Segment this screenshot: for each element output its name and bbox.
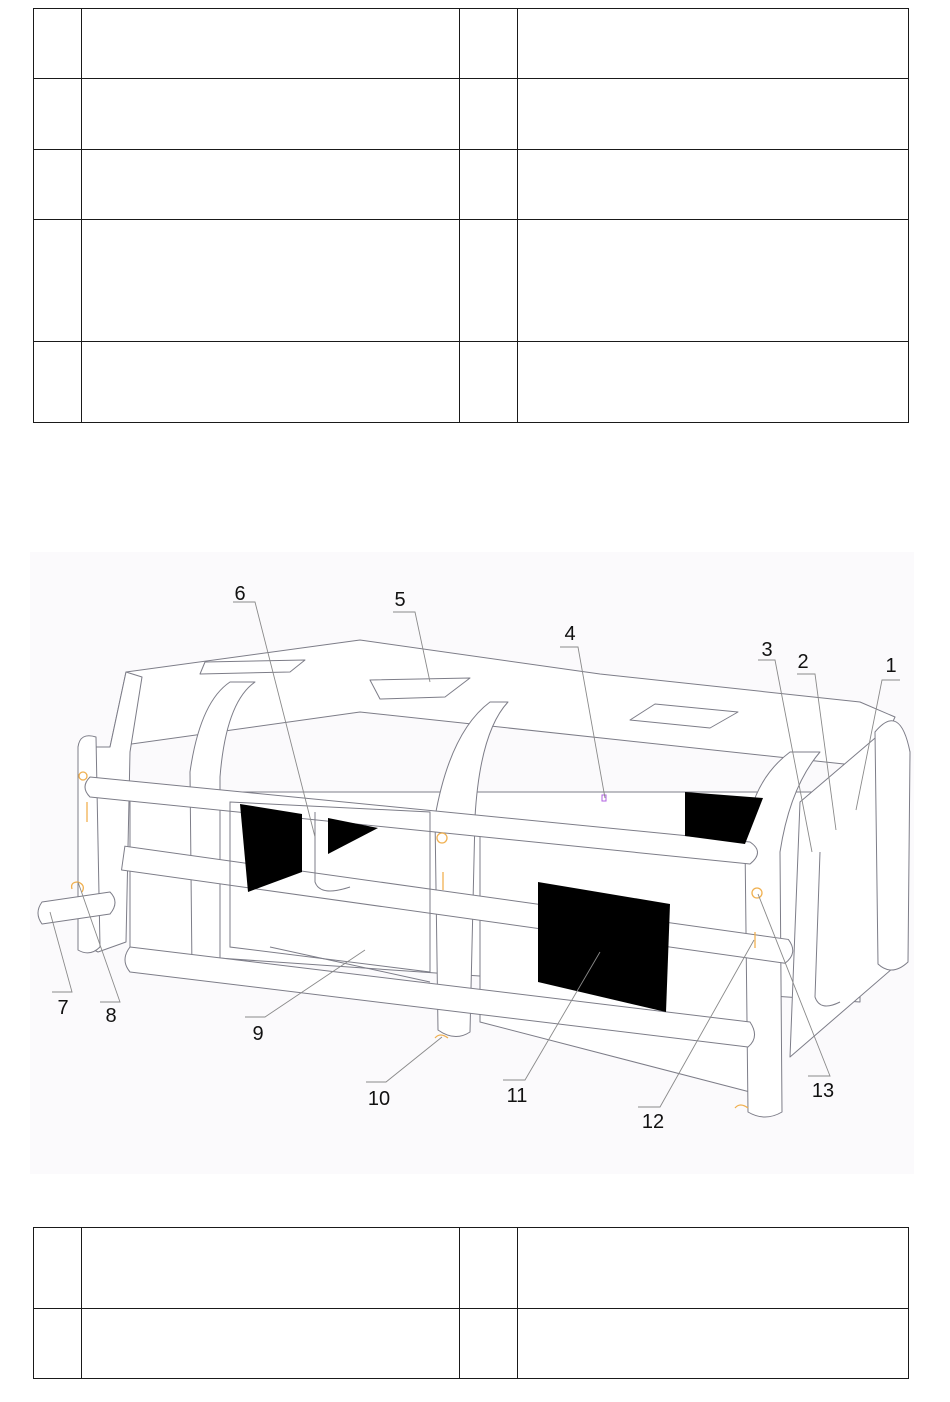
part-number-cell — [34, 1228, 82, 1309]
part-description-cell — [82, 220, 460, 342]
left-end-tube — [78, 736, 100, 953]
part-number-cell — [460, 9, 518, 79]
part-number-cell — [460, 150, 518, 220]
part-description-cell — [518, 342, 909, 423]
inflatable-booth-diagram — [30, 552, 914, 1174]
table-row — [34, 79, 909, 150]
part-description-cell — [82, 1309, 460, 1379]
part-description-cell — [518, 1309, 909, 1379]
part-number-cell — [460, 1309, 518, 1379]
part-number-cell — [34, 150, 82, 220]
part-description-cell — [82, 342, 460, 423]
part-number-cell — [460, 1228, 518, 1309]
callout-10: 10 — [367, 1088, 391, 1110]
part-number-cell — [460, 79, 518, 150]
part-number-cell — [34, 220, 82, 342]
callout-6: 6 — [234, 583, 246, 605]
callout-2: 2 — [797, 651, 809, 673]
part-description-cell — [518, 220, 909, 342]
table-row — [34, 342, 909, 423]
bottom-parts-table — [33, 1227, 909, 1379]
callout-13: 13 — [811, 1080, 835, 1102]
table-row — [34, 1309, 909, 1379]
part-description-cell — [518, 1228, 909, 1309]
top-parts-table — [33, 8, 909, 423]
part-description-cell — [82, 79, 460, 150]
callout-9: 9 — [252, 1023, 264, 1045]
part-description-cell — [518, 9, 909, 79]
callout-11: 11 — [506, 1085, 528, 1107]
part-number-cell — [34, 9, 82, 79]
roof-window-left — [200, 660, 305, 674]
part-description-cell — [82, 150, 460, 220]
table-row — [34, 220, 909, 342]
callout-4: 4 — [564, 623, 576, 645]
callout-8: 8 — [105, 1005, 117, 1027]
part-description-cell — [518, 79, 909, 150]
table-row — [34, 1228, 909, 1309]
part-number-cell — [460, 342, 518, 423]
part-number-cell — [460, 220, 518, 342]
callout-1: 1 — [885, 655, 897, 677]
right-end-tube — [875, 721, 910, 970]
callout-5: 5 — [394, 589, 406, 611]
part-number-cell — [34, 79, 82, 150]
callout-3: 3 — [761, 639, 773, 661]
callout-7: 7 — [57, 997, 69, 1019]
table-row — [34, 9, 909, 79]
part-number-cell — [34, 342, 82, 423]
part-description-cell — [82, 9, 460, 79]
part-description-cell — [82, 1228, 460, 1309]
part-number-cell — [34, 1309, 82, 1379]
callout-12: 12 — [641, 1111, 665, 1133]
part-description-cell — [518, 150, 909, 220]
table-row — [34, 150, 909, 220]
